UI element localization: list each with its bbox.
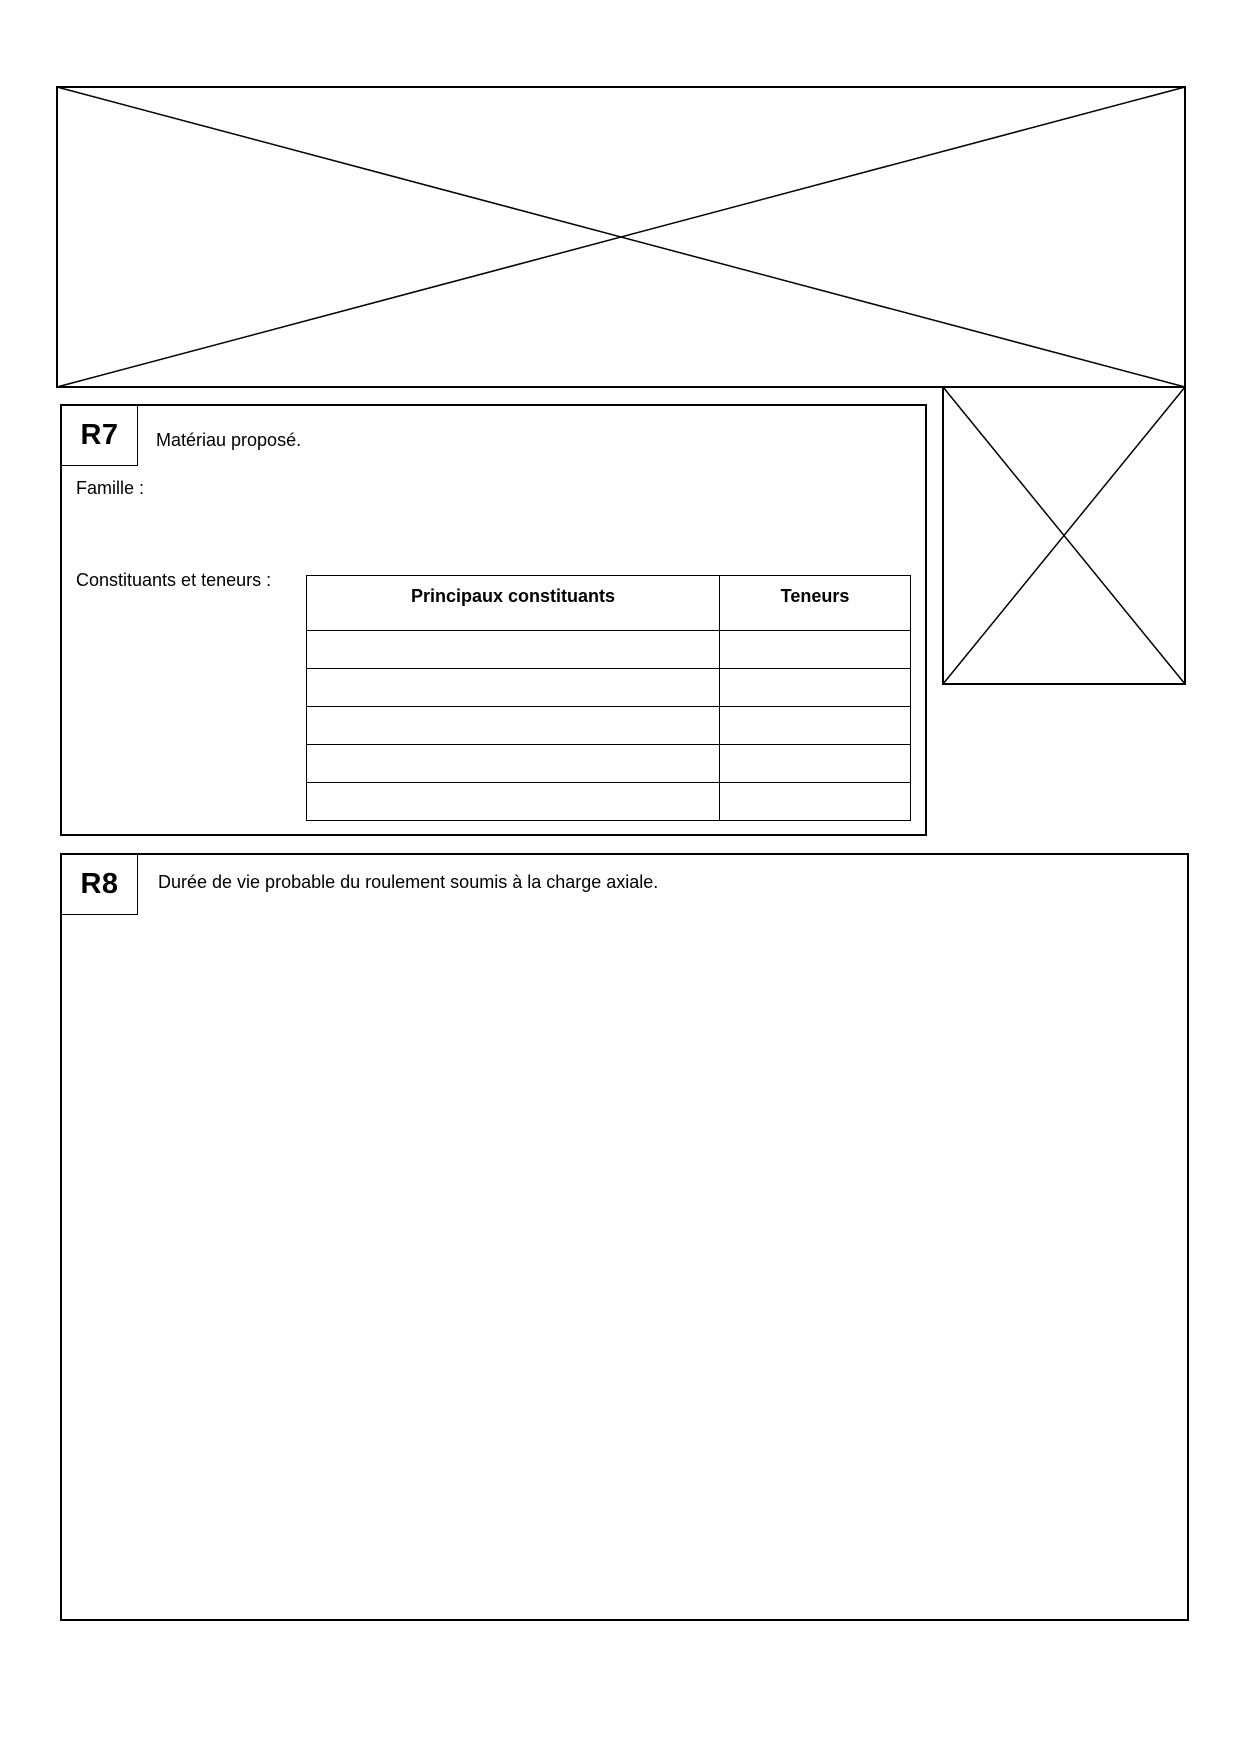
teneur-cell[interactable] — [720, 631, 911, 669]
header-principaux-constituants: Principaux constituants — [307, 576, 720, 631]
header-teneurs: Teneurs — [720, 576, 911, 631]
r8-tag: R8 — [62, 855, 138, 915]
table-row — [307, 707, 911, 745]
teneur-cell[interactable] — [720, 669, 911, 707]
constituants-label: Constituants et teneurs : — [76, 570, 272, 590]
r8-answer-area[interactable] — [62, 915, 1187, 1619]
constituant-cell[interactable] — [307, 707, 720, 745]
teneur-cell[interactable] — [720, 745, 911, 783]
constituant-cell[interactable] — [307, 745, 720, 783]
table-row — [307, 669, 911, 707]
r8-caption: Durée de vie probable du roulement soumis à la charge axiale. — [158, 872, 659, 892]
teneur-cell[interactable] — [720, 783, 911, 821]
r7-caption: Matériau proposé. — [156, 430, 302, 450]
r7-tag: R7 — [62, 406, 138, 466]
constituant-cell[interactable] — [307, 783, 720, 821]
table-header-row — [307, 576, 911, 631]
r7-section — [60, 404, 927, 836]
famille-label: Famille : — [76, 478, 145, 498]
teneur-cell[interactable] — [720, 707, 911, 745]
constituant-cell[interactable] — [307, 669, 720, 707]
constituants-table — [306, 575, 911, 821]
r8-section — [60, 853, 1189, 1621]
table-row — [307, 783, 911, 821]
table-row — [307, 745, 911, 783]
table-row — [307, 631, 911, 669]
constituant-cell[interactable] — [307, 631, 720, 669]
